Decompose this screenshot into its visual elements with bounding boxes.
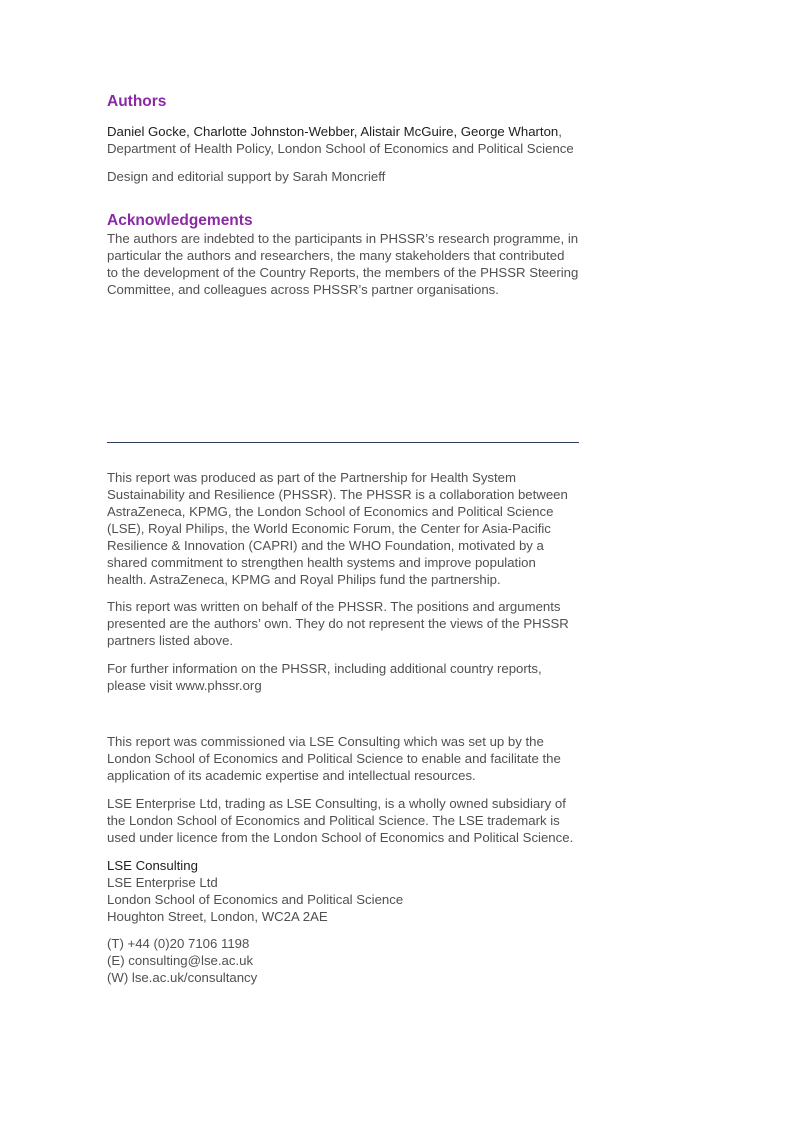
text-line: This report was written on behalf of the PHSSR. The positions and arguments	[107, 599, 561, 614]
text-line: LSE Enterprise Ltd, trading as LSE Consulting, is a wholly owned subsidiary of	[107, 796, 566, 811]
text-line: the London School of Economics and Political Science. The LSE trademark is	[107, 813, 560, 828]
phssr-disclaimer-paragraph	[107, 598, 577, 649]
section-divider	[107, 442, 579, 443]
text-line: please visit www.phssr.org	[107, 678, 262, 693]
text-line: AstraZeneca, KPMG, the London School of Economics and Political Science	[107, 504, 554, 519]
text-line: presented are the authors’ own. They do not represent the views of the PHSSR	[107, 616, 569, 631]
text-line: Sustainability and Resilience (PHSSR). The PHSSR is a collaboration between	[107, 487, 568, 502]
address-line: LSE Enterprise Ltd	[107, 875, 218, 890]
author-names-text: Daniel Gocke, Charlotte Johnston-Webber, Alistair McGuire, George Wharton	[107, 124, 559, 139]
lse-trademark-paragraph	[107, 795, 577, 846]
text-line: used under licence from the London School of Economics and Political Science.	[107, 830, 574, 845]
text-line: This report was commissioned via LSE Consulting which was set up by the	[107, 734, 544, 749]
address-name: LSE Consulting	[107, 858, 198, 873]
text-line: particular the authors and researchers, the many stakeholders that contributed	[107, 248, 565, 263]
authors-heading: Authors	[107, 93, 167, 110]
text-line: The authors are indebted to the participants in PHSSR’s research programme, in	[107, 231, 579, 246]
text-line: This report was produced as part of the Partnership for Health System	[107, 470, 517, 485]
address-line: Houghton Street, London, WC2A 2AE	[107, 909, 328, 924]
text-line: application of its academic expertise and intellectual resources.	[107, 768, 476, 783]
text-line: partners listed above.	[107, 633, 234, 648]
text-line: to the development of the Country Reports, the members of the PHSSR Steering	[107, 265, 579, 280]
author-department: Department of Health Policy, London School of Economics and Political Science	[107, 141, 574, 156]
text-line: Committee, and colleagues across PHSSR’s partner organisations.	[107, 282, 499, 297]
lse-commission-paragraph	[107, 733, 577, 784]
contact-website: (W) lse.ac.uk/consultancy	[107, 970, 258, 985]
text-line: shared commitment to strengthen health systems and improve population	[107, 555, 536, 570]
design-credit: Design and editorial support by Sarah Moncrieff	[107, 169, 386, 184]
address-line: London School of Economics and Political Science	[107, 892, 404, 907]
acknowledgements-heading: Acknowledgements	[107, 212, 253, 229]
lse-address	[107, 857, 403, 925]
contact-phone: (T) +44 (0)20 7106 1198	[107, 936, 250, 951]
author-names	[107, 123, 562, 140]
text-line: (LSE), Royal Philips, the World Economic Forum, the Center for Asia-Pacific	[107, 521, 551, 536]
phssr-paragraph	[107, 469, 577, 588]
text-line: Resilience & Innovation (CAPRI) and the WHO Foundation, motivated by a	[107, 538, 544, 553]
phssr-info-paragraph	[107, 660, 577, 694]
author-names-comma: ,	[558, 124, 562, 139]
text-line: health. AstraZeneca, KPMG and Royal Philips fund the partnership.	[107, 572, 501, 587]
acknowledgements-text	[107, 230, 582, 298]
text-line: London School of Economics and Political Science to enable and facilitate the	[107, 751, 561, 766]
contact-email: (E) consulting@lse.ac.uk	[107, 953, 254, 968]
lse-contact	[107, 935, 257, 986]
text-line: For further information on the PHSSR, including additional country reports,	[107, 661, 542, 676]
